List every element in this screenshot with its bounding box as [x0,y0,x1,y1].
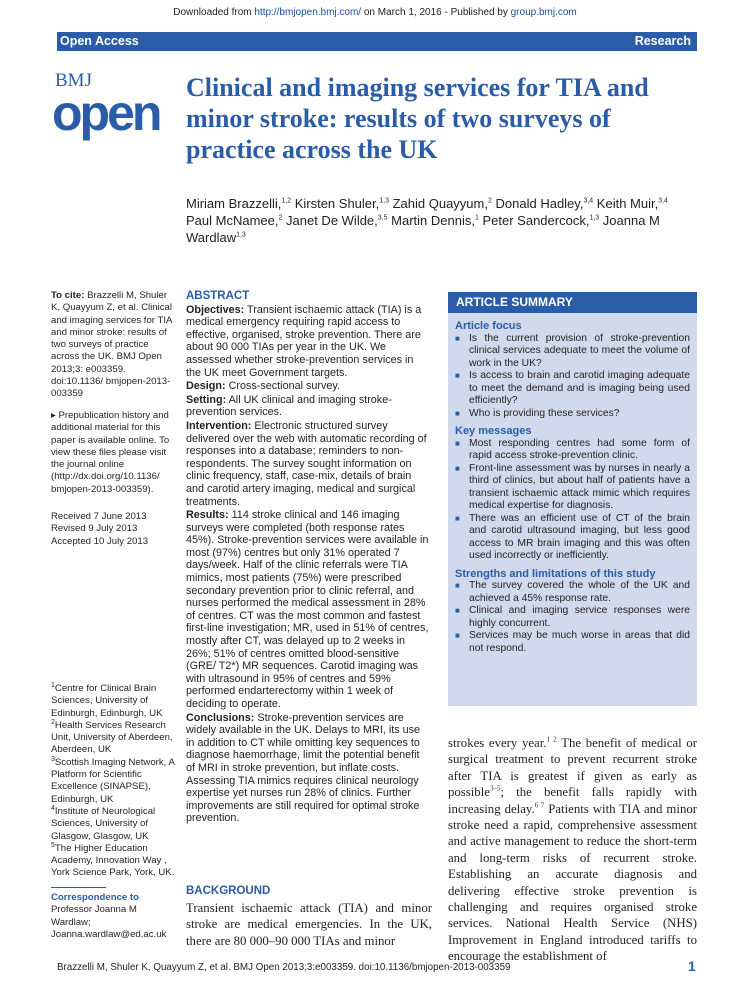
key-message-item: ■ Most responding centres had some form of rapid access stroke-prevention clinic. [455,438,690,463]
author-affiliation-marker: 3,4 [658,197,668,205]
author-name: Janet De Wilde, [286,213,378,228]
author-affiliation-marker: 2 [487,197,492,205]
author-name: Zahid Quayyum, [392,196,488,211]
article-summary-box [448,292,697,706]
article-focus-heading: Article focus [455,320,522,332]
strength-item: ■ The survey covered the whole of the UK and achieved a 45% response rate. [455,580,690,605]
author-affiliation-marker: 1,3 [236,231,246,239]
strengths-list [455,580,690,655]
affiliations [51,683,176,880]
bmj-logo-text: BMJ [55,70,92,91]
affiliation-text: Centre for Clinical Brain Sciences, University of Edinburgh, Edinburgh, UK [51,683,163,719]
affiliation-number: 4 [51,804,55,812]
research-label: Research [634,34,691,48]
footer-citation: Brazzelli M, Shuler K, Quayyum Z, et al. BMJ Open 2013;3:e003359. doi:10.1136/bmjopen-2013-003359 [57,962,511,973]
article-focus-list [455,333,690,421]
received-date: Received 7 June 2013 [51,511,147,522]
key-message-item: ■ There was an efficient use of CT of the brain and carotid ultrasound imaging, but less good access to MR brain imaging and this was often used incorrectly or inefficiently. [455,513,690,563]
author-name: Martin Dennis, [391,213,475,228]
group-link[interactable]: group.bmj.com [510,7,577,18]
citation-block: To cite: Brazzelli M, Shuler K, Quayyum Z, et al. Clinical and imaging services for TIA and minor stroke: results of two surveys of practice across the UK. BMJ Open 2013;3: e003359. doi:10.1136/ bmjopen-2013-003359 [51,290,173,400]
author-name: Kirsten Shuler, [294,196,380,211]
affiliation-text: Scottish Imaging Network, A Platform for Scientific Excellence (SINAPSE), Edinburgh, UK [51,756,175,805]
correspondence-text: Professor Joanna M Wardlaw; Joanna.wardlaw@ed.ac.uk [51,904,167,940]
author-name: Miriam Brazzelli, [186,196,282,211]
affiliation-item [51,843,176,880]
download-line: Downloaded from http://bmjopen.bmj.com/ on March 1, 2016 - Published by group.bmj.com [173,7,577,18]
affiliation-item [51,683,176,720]
author-affiliation-marker: 1,2 [281,197,292,205]
open-logo-text: open [52,85,160,141]
correspondence-heading: Correspondence to [51,892,139,903]
author-name: Donald Hadley, [495,196,584,211]
author-affiliation-marker: 3,4 [583,197,594,205]
affiliation-text: Health Services Research Unit, University of Aberdeen, Aberdeen, UK [51,719,173,756]
key-messages-list [455,438,690,563]
header-bar [57,32,697,51]
affiliation-item [51,720,176,757]
strength-item: ■ Services may be much worse in areas that did not respond. [455,630,690,655]
accepted-date: Accepted 10 July 2013 [51,535,149,547]
affiliation-number: 1 [51,681,55,689]
dates-block [51,511,176,548]
open-access-label: Open Access [60,34,139,48]
author-affiliation-marker: 1 [474,214,479,222]
affiliation-text: Institute of Neurological Sciences, University of Glasgow, Glasgow, UK [51,805,156,842]
affiliation-item [51,757,176,806]
affiliation-number: 3 [51,755,55,763]
author-affiliation-marker: 1,3 [589,214,600,222]
article-focus-item: ■ Is the current provision of stroke-prevention clinical services adequate to meet the volume of work in the UK? [455,333,690,371]
background-text: Transient ischaemic attack (TIA) and minor stroke are medical emergencies. In the UK, there are 80 000–90 000 TIAs and minor [186,901,432,948]
correspondence [51,887,176,941]
article-focus-item: ■ Who is providing these services? [455,408,690,421]
author-affiliation-marker: 1,3 [379,197,389,205]
page-number: 1 [688,958,696,974]
affiliation-text: The Higher Education Academy, Innovation Way , York Science Park, York, UK. [51,842,175,879]
author-name: Peter Sandercock, [482,213,590,228]
revised-date: Revised 9 July 2013 [51,523,138,535]
key-message-item: ■ Front-line assessment was by nurses in nearly a third of clinics, but about half of patients have a transient ischaemic attack mimic which requires medical expertise for diagnosis. [455,463,690,513]
author-name: Joanna M Wardlaw [186,213,660,245]
strength-item: ■ Clinical and imaging service responses were highly concurrent. [455,605,690,630]
affiliation-item [51,806,176,843]
strengths-heading: Strengths and limitations of this study [455,567,656,580]
abstract: ABSTRACT Objectives: Transient ischaemic attack (TIA) is a medical emergency requiring rapid access to effective, organised, stroke prevention. There are about 90 000 TIAs per year in the UK. We assessed whether stroke-prevention services in the UK meet Government targets. Design: Cross-sectional survey. Setting: All UK clinical and imaging stroke-prevention services. Intervention: Electronic structured survey delivered over the web with automatic recording of responses into a database; reminders to non-respondents. The survey sought information on clinic frequency, staff, case-mix, details of brain and carotid artery imaging, medical and surgical treatments. Results: 114 stroke clinical and 146 imaging surveys were completed (both response rates 45%). Stroke-prevention services were available in most (97%) centres but only 31% operated 7 days/week. Half of the clinic referrals were TIA mimics, most patients (75%) were prescribed secondary prevention prior to clinic referral, and nurses performed the medical assessment in 28% of centres. CT was the most common and fastest first-line investigation; MR, used in 51% of centres, mostly after CT, was delayed up to 2 weeks in 26%; 51% of centres omitted blood-sensitive (GRE/ T2*) MR sequences. Carotid imaging was with ultrasound in 95% of centres and 59% performed endarterectomy within 1 week of deciding to operate. Conclusions: Stroke-prevention services are widely available in the UK. Delays to MRI, its use in addition to CT while omitting key sequences to diagnose haemorrhage, limit the potential benefit of MRI in stroke prevention, but inflate costs. Assessing TIA mimics requires clinical neurology expertise yet nurses run 28% of clinics. Further improvements are still required for optimal stroke prevention. [186,290,431,826]
key-messages-heading: Key messages [455,425,532,437]
author-list [186,195,686,246]
summary-heading: ARTICLE SUMMARY [448,292,697,313]
author-affiliation-marker: 2 [278,214,283,222]
affiliation-number: 5 [51,841,55,849]
author-name: Paul McNamee, [186,213,279,228]
journal-url-link[interactable]: http://bmjopen.bmj.com/ [254,7,362,18]
article-focus-item: ■ Is access to brain and carotid imaging adequate to meet the demand and is imaging being used efficiently? [455,370,690,408]
prepub-note: ▸ Prepublication history and additional material for this paper is available online. To view these files please visit the journal online (http://dx.doi.org/10.1136/ bmjopen-2013-003359). [51,410,170,495]
article-title: Clinical and imaging services for TIA and minor stroke: results of two surveys of practice across the UK [186,73,649,164]
body-text-right: strokes every year.$^{1 2}$ The benefit of medical or surgical treatment to prevent recurrent stroke after TIA is greatest if given as early as possible$^{3-5}$; the benefit falls rapidly with increasing delay.$^{6 7}$ Patients with TIA and minor stroke need a rapid, comprehensive assessment and active management to reduce the short-term and long-term risks of recurrent stroke. Establishing an accurate diagnosis and delivering effective stroke prevention is challenging and requires organised stroke services. National Health Service (NHS) Improvement in England introduced tariffs to encourage the establishment of [448,735,698,964]
divider [51,887,106,888]
background-heading: BACKGROUND [186,885,271,897]
affiliation-number: 2 [51,718,55,726]
abstract-heading: ABSTRACT [186,290,250,302]
author-name: Keith Muir, [596,196,659,211]
author-affiliation-marker: 3,5 [377,214,388,222]
